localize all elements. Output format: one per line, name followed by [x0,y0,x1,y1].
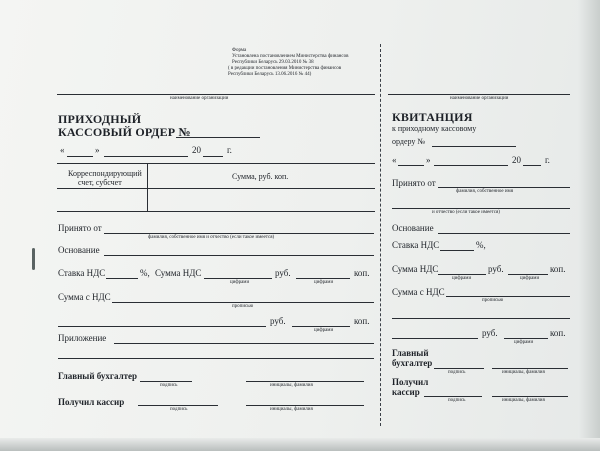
order-cashier-name-caption: инициалы, фамилия [270,407,313,412]
table-column-divider [147,163,148,211]
table-header-account-sub: счет, субсчет [78,178,122,187]
receipt-cashier-signature-caption: подпись [448,398,466,403]
receipt-chief-name-field[interactable] [492,368,568,369]
receipt-date-close-quote: » [426,155,431,165]
receipt-vat-rate-field[interactable] [440,250,474,251]
table-top-border [57,163,375,164]
receipt-date-month-field[interactable] [434,165,508,166]
receipt-cashier-label-2: кассир [392,387,420,397]
form-header-line: ( в редакции постановления Министерства финансов [228,66,342,71]
form-header-line: Республики Беларусь 13.06.2016 № 44) [228,72,312,77]
order-date-year-suffix: г. [227,145,232,155]
order-vat-kop-field[interactable] [296,278,350,279]
receipt-basis-label: Основание [392,223,434,233]
receipt-org-name-line[interactable] [388,94,570,95]
order-date-year-field[interactable] [203,156,223,157]
order-title-line2: КАССОВЫЙ ОРДЕР № [58,125,191,139]
order-received-from-field[interactable] [104,233,374,234]
order-chief-signature-caption: подпись [160,383,178,388]
order-sum-words-caption: прописью [232,304,254,309]
order-cashier-signature-caption: подпись [170,407,188,412]
order-attachment-field[interactable] [114,343,374,344]
receipt-vat-sum-label: Сумма НДС [392,264,439,274]
receipt-sum-rub-label: руб. [482,328,498,338]
order-date-month-field[interactable] [104,156,188,157]
order-cashier-label: Получил кассир [58,397,125,407]
order-vat-kop-label: коп. [354,268,370,278]
order-chief-signature-field[interactable] [140,381,192,382]
receipt-vat-kop-label: коп. [550,264,566,274]
org-name-line[interactable] [57,94,375,95]
order-date-year-prefix: 20 [192,145,201,155]
table-header-separator [57,188,375,189]
receipt-vat-rub-field[interactable] [438,274,486,275]
receipt-sum-words-field[interactable] [446,296,570,297]
receipt-order-no-label: ордеру № [392,137,426,146]
form-header-line: Установлена постановлением Министерства финансов [232,54,349,59]
order-number-field[interactable] [176,137,260,138]
receipt-title: КВИТАНЦИЯ [392,110,473,124]
org-name-caption: наименование организации [170,96,229,101]
staple [32,248,35,270]
receipt-sum-digits-caption: цифрами [514,340,534,345]
order-basis-label: Основание [58,245,100,255]
receipt-cashier-label-1: Получил [392,377,429,387]
order-vat-rub-caption: цифрами [230,280,250,285]
order-vat-rate-label: Ставка НДС [58,268,106,278]
receipt-date-year-suffix: г. [545,155,550,165]
order-title-line1: ПРИХОДНЫЙ [58,112,142,126]
receipt-sum-words-caption: прописью [482,298,504,303]
receipt-cashier-name-field[interactable] [492,396,568,397]
cut-line [380,44,381,426]
order-cashier-name-field[interactable] [246,405,364,406]
receipt-received-from-field-2[interactable] [392,208,570,209]
receipt-basis-field[interactable] [438,233,570,234]
table-header-sum: Сумма, руб. коп. [232,172,289,181]
order-sum-kop-field[interactable] [292,326,350,327]
receipt-sum-words-field-2[interactable] [392,318,570,319]
order-date-open-quote: « [60,145,65,155]
receipt-received-from-field[interactable] [438,187,570,188]
order-vat-sum-label: Сумма НДС [155,268,202,278]
receipt-sum-kop-field[interactable] [504,338,548,339]
order-sum-with-vat-label: Сумма с НДС [58,292,111,302]
receipt-sum-kop-label: коп. [550,328,566,338]
receipt-sum-with-vat-label: Сумма с НДС [392,287,445,297]
order-received-from-label: Принято от [58,223,102,233]
order-date-close-quote: » [95,145,100,155]
order-received-from-caption: фамилия, собственное имя и отчество (если такое имеется) [148,235,275,240]
receipt-chief-signature-field[interactable] [434,368,484,369]
order-sum-words-field-2[interactable] [58,326,266,327]
order-vat-rub-label: руб. [275,268,291,278]
receipt-subtitle: к приходному кассовому [392,124,477,133]
order-vat-rate-field[interactable] [106,278,138,279]
order-sum-rub-label: руб. [270,316,286,326]
form-header-line: Республики Беларусь 29.03.2010 № 38 [232,60,314,65]
receipt-chief-label-2: бухгалтер [392,358,433,368]
receipt-vat-rub-caption: цифрами [452,276,472,281]
receipt-patronymic-caption: и отчество (если такое имеется) [432,210,500,215]
receipt-cashier-signature-field[interactable] [424,396,482,397]
order-vat-rub-field[interactable] [204,278,272,279]
order-date-day-field[interactable] [67,156,93,157]
receipt-vat-kop-field[interactable] [508,274,548,275]
order-attachment-field-2[interactable] [58,358,374,359]
table-header-account: Корреспондирующий [68,169,142,178]
table-bottom-border [57,211,375,212]
receipt-order-no-field[interactable] [432,146,516,147]
order-vat-percent: %, [140,268,150,278]
receipt-name-caption: фамилия, собственное имя [456,189,514,194]
receipt-vat-kop-caption: цифрами [520,276,540,281]
receipt-date-year-field[interactable] [523,165,541,166]
receipt-received-from-label: Принято от [392,178,436,188]
receipt-chief-name-caption: инициалы, фамилия [502,370,545,375]
order-chief-accountant-label: Главный бухгалтер [58,371,138,381]
order-sum-kop-label: коп. [354,316,370,326]
sheet-edge [578,0,600,451]
receipt-cashier-name-caption: инициалы, фамилия [502,398,545,403]
order-sum-words-field[interactable] [112,302,374,303]
receipt-sum-words-field-3[interactable] [392,338,478,339]
receipt-date-year-prefix: 20 [512,155,521,165]
receipt-date-day-field[interactable] [398,165,424,166]
receipt-vat-rate-label: Ставка НДС [392,240,440,250]
receipt-vat-percent: %, [476,240,486,250]
receipt-date-open-quote: « [392,155,397,165]
receipt-chief-signature-caption: подпись [448,370,466,375]
order-attachment-label: Приложение [58,333,107,343]
order-chief-name-field[interactable] [246,381,364,382]
receipt-org-name-caption: наименование организации [450,96,509,101]
receipt-vat-rub-label: руб. [488,264,504,274]
order-basis-field[interactable] [104,255,374,256]
form-header-line: Форма [232,48,247,53]
receipt-chief-label-1: Главный [392,348,429,358]
order-vat-kop-caption: цифрами [314,280,334,285]
order-cashier-signature-field[interactable] [138,405,218,406]
order-chief-name-caption: инициалы, фамилия [270,383,313,388]
order-sum-digits-caption: цифрами [314,328,334,333]
sheet-bottom-edge [0,438,600,451]
